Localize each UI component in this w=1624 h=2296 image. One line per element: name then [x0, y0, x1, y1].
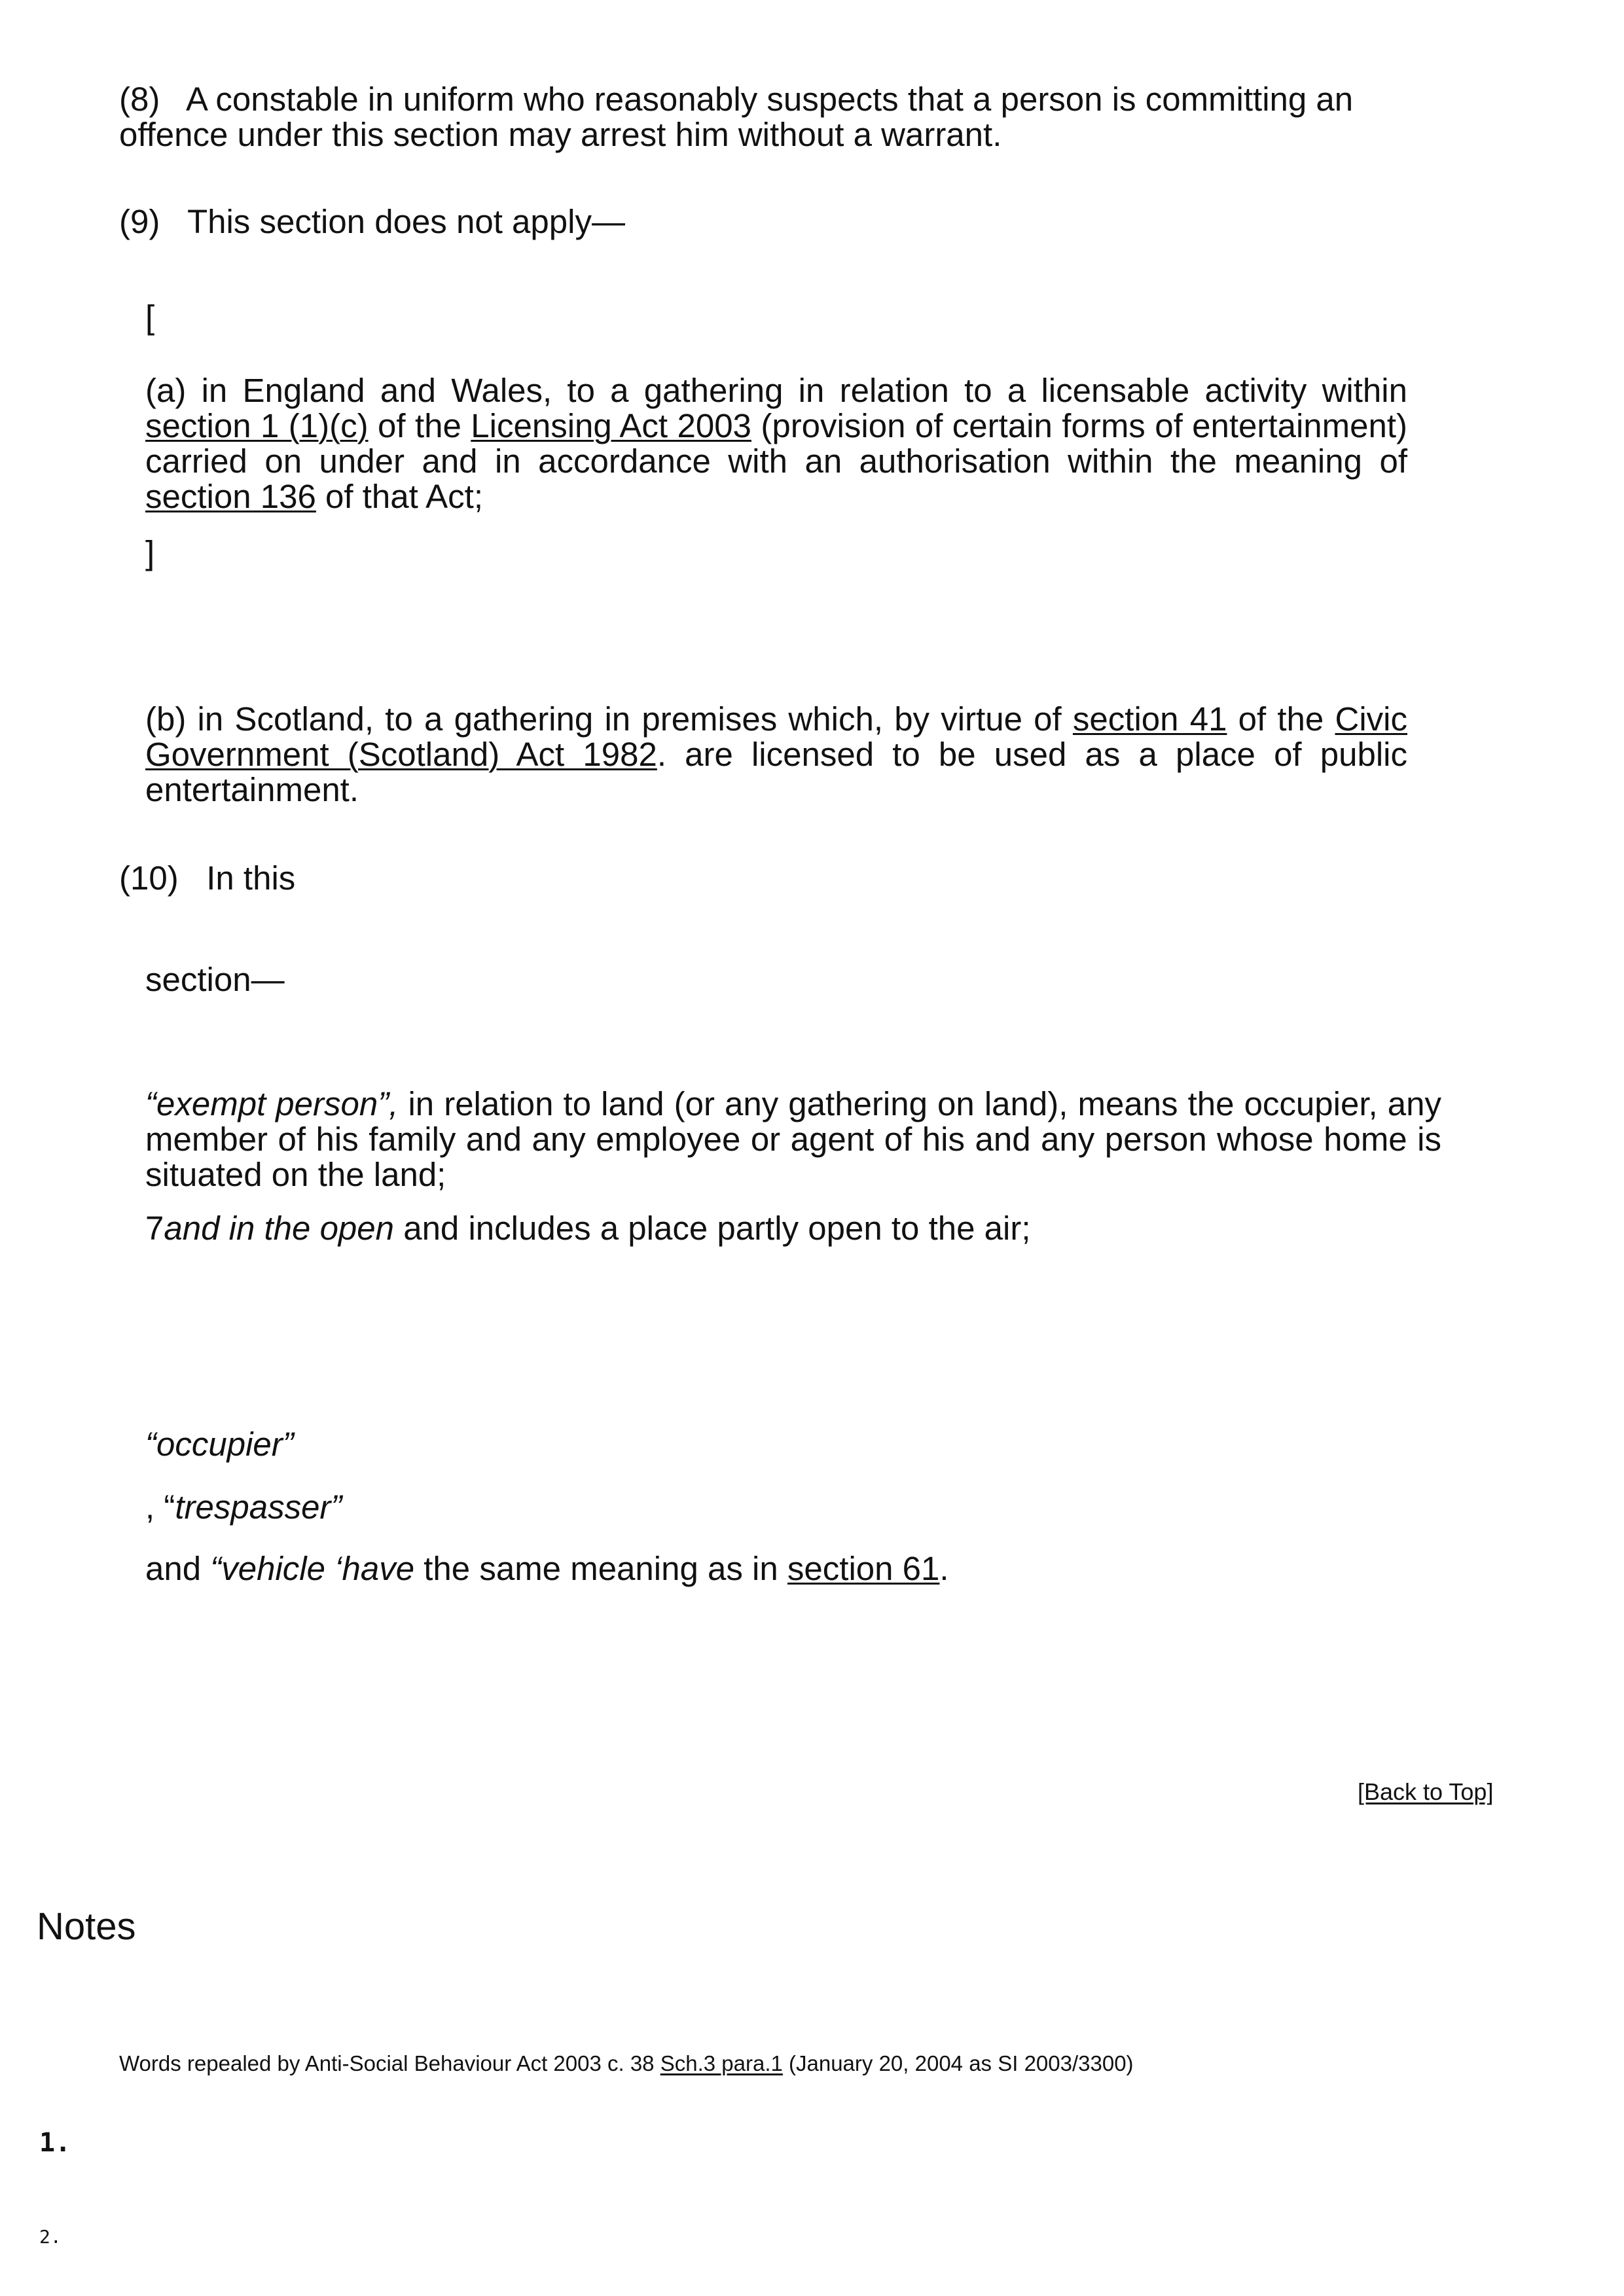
section-41-link[interactable]: section 41	[1072, 700, 1227, 738]
paragraph-9b-text-1: (b) in Scotland, to a gathering in premises which, by virtue of	[145, 700, 1073, 738]
section-61-link[interactable]: section 61	[787, 1550, 940, 1587]
notes-heading: Notes	[37, 1905, 136, 1948]
paragraph-9a-text-3: (provision of certain forms of entertainment) carried on under and in accordance with an authorisation within the meaning of	[145, 407, 1407, 480]
term-exempt-person: “exempt person”,	[145, 1085, 399, 1122]
sch-3-para-1-link[interactable]: Sch.3 para.1	[660, 2051, 783, 2075]
definition-exempt-person-text: in relation to land (or any gathering on land), means the occupier, any member of his family and any employee or agent of his and any person whose home is situated on the land;	[145, 1085, 1441, 1193]
note-marker-1: 1.	[39, 2128, 71, 2158]
subsection-8-text: A constable in uniform who reasonably suspects that a person is committing an offence under this section may arrest him without a warrant.	[119, 81, 1354, 153]
definition-open-air	[145, 1211, 1441, 1246]
definition-exempt-person	[145, 1086, 1441, 1193]
definition-open-air-text: and includes a place partly open to the air;	[394, 1210, 1031, 1247]
subsection-9-label: (9)	[119, 203, 160, 240]
subsection-9	[119, 204, 1036, 240]
subsection-10-intro: In this	[206, 859, 296, 897]
term-vehicle: “vehicle ‘have	[210, 1550, 415, 1587]
subsection-10	[119, 861, 295, 896]
paragraph-9b	[145, 702, 1407, 808]
back-to-top-link[interactable]: [Back to Top]	[1358, 1778, 1494, 1805]
vehicle-suffix: .	[939, 1550, 949, 1587]
section-1-1-c-link[interactable]: section 1 (1)(c)	[145, 407, 369, 444]
subsection-8-label: (8)	[119, 81, 160, 118]
term-trespasser: trespasser”	[175, 1488, 342, 1526]
term-trespasser-line	[145, 1490, 342, 1525]
section-word: section—	[145, 961, 285, 998]
licensing-act-2003-link[interactable]: Licensing Act 2003	[471, 407, 751, 444]
paragraph-9b-text-2: of the	[1227, 700, 1335, 738]
term-occupier: “occupier”	[145, 1426, 294, 1463]
note-item-text-1: Words repealed by Anti-Social Behaviour Act 2003 c. 38	[119, 2051, 660, 2075]
term-in-the-open: and in the open	[164, 1210, 395, 1247]
term-occupier-line	[145, 1427, 294, 1462]
vehicle-text: the same meaning as in	[414, 1550, 787, 1587]
paragraph-9b-text-3: . are licensed to be used as a place of public entertainment.	[145, 736, 1407, 808]
open-air-prefix: 7	[145, 1210, 164, 1247]
term-vehicle-line	[145, 1551, 949, 1587]
amendment-open-bracket: [	[145, 298, 155, 336]
subsection-10-label: (10)	[119, 859, 179, 897]
subsection-9-text: This section does not apply—	[187, 203, 625, 240]
subsection-8	[119, 82, 1454, 152]
civic-government-act-1982-link[interactable]: Civic Government (Scotland) Act 1982	[145, 700, 1407, 773]
amendment-close-bracket: ]	[145, 534, 155, 571]
paragraph-9a	[145, 373, 1407, 514]
note-item	[119, 2051, 1428, 2077]
paragraph-9a-text-4: of that Act;	[316, 478, 484, 515]
paragraph-9a-text-2: of the	[368, 407, 471, 444]
paragraph-9a-text-1: (a) in England and Wales, to a gathering in relation to a licensable activity within	[145, 372, 1407, 409]
note-item-text-2: (January 20, 2004 as SI 2003/3300)	[782, 2051, 1134, 2075]
section-136-link[interactable]: section 136	[145, 478, 316, 515]
vehicle-prefix: and	[145, 1550, 211, 1587]
trespasser-prefix: , “	[145, 1488, 175, 1526]
note-marker-2: 2.	[39, 2226, 62, 2248]
